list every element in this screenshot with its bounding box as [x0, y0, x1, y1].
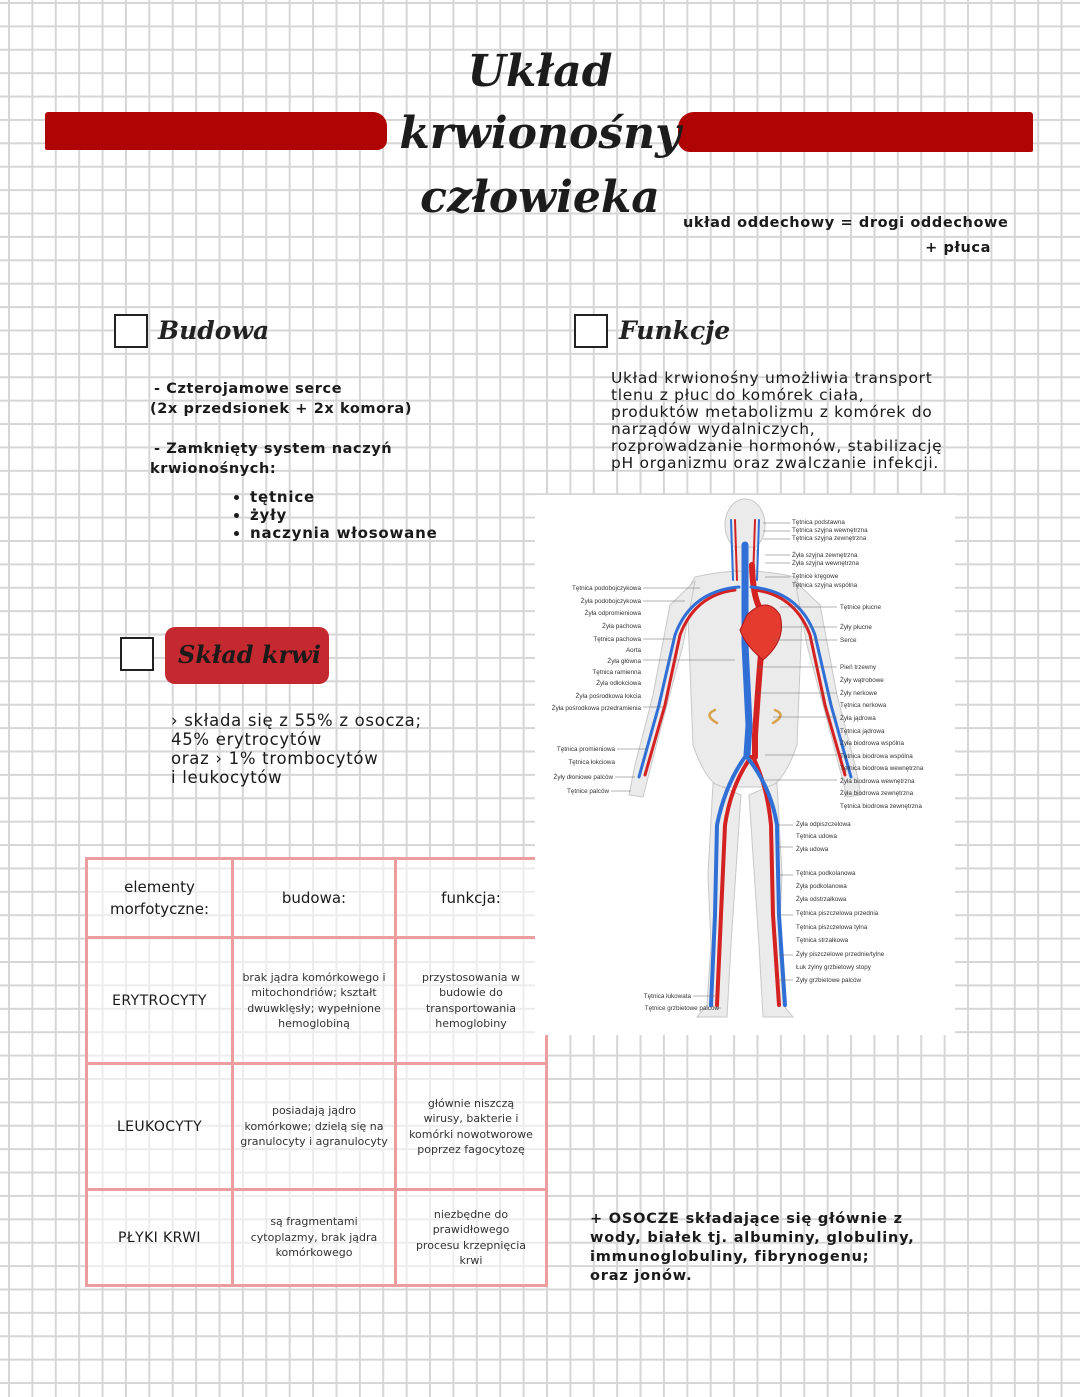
label-l-1: Żyła podobojczykowa	[580, 598, 641, 605]
label-r-33: Żyły grzbietowe palców	[796, 977, 862, 984]
row-name-erytrocyty: ERYTROCYTY	[87, 938, 233, 1064]
budowa-checkbox[interactable]	[114, 314, 148, 348]
label-l-5: Aorta	[625, 647, 641, 654]
label-l-7: Tętnica ramienna	[592, 669, 641, 676]
label-l-3: Żyła pachowa	[602, 623, 641, 630]
page-title-line-1: Układ	[467, 46, 613, 97]
funkcje-line-4: narządów wydalniczych,	[611, 420, 816, 438]
blood-elements-table	[85, 857, 548, 1287]
budowa-line-1: - Czterojamowe serce	[154, 381, 343, 397]
label-l-2: Żyła odpromieniowa	[584, 610, 641, 617]
budowa-line-2: (2x przedsionek + 2x komora)	[150, 401, 413, 417]
row-budowa-erytrocyty: brak jądra komórkowego i mitochondriów; kształt dwuwklęsły; wypełnione hemoglobiną	[233, 938, 396, 1064]
label-l-0: Tętnica podobojczykowa	[572, 585, 641, 592]
funkcje-line-3: produktów metabolizmu z komórek do	[611, 403, 933, 421]
sklad-line-4: i leukocytów	[171, 768, 283, 787]
osocze-line-3: immunoglobuliny, fibrynogenu;	[590, 1249, 870, 1265]
sklad-line-3: oraz › 1% trombocytów	[171, 749, 379, 768]
label-r-21: Tętnica biodrowa zewnętrzna	[840, 803, 922, 810]
bullet-zyly: • żyły	[250, 506, 438, 524]
funkcje-line-5: rozprowadzanie hormonów, stabilizację	[611, 437, 943, 455]
table-header-elementy: elementy morfotyczne:	[87, 859, 233, 938]
label-b-1: Tętnice grzbietowe palców	[644, 1005, 719, 1012]
row-funkcja-leukocyty: głównie niszczą wirusy, bakterie i komórki nowotworowe poprzez fagocytozę	[396, 1064, 547, 1190]
sklad-line-1: › składa się z 55% z osocza;	[171, 711, 422, 730]
label-r-10: Pień trzewny	[840, 664, 877, 671]
label-r-15: Tętnica jądrowa	[840, 728, 885, 735]
label-r-28: Tętnica piszczelowa przednia	[796, 910, 879, 917]
label-b-0: Tętnica łukowata	[643, 993, 691, 1000]
sklad-heading: Skład krwi	[178, 640, 321, 669]
label-r-23: Tętnica udowa	[796, 833, 837, 840]
label-r-19: Żyła biodrowa wewnętrzna	[840, 778, 915, 785]
budowa-heading: Budowa	[158, 316, 270, 345]
bullet-tetnice: • tętnice	[250, 488, 438, 506]
label-r-25: Tętnica podkolanowa	[796, 870, 856, 877]
label-l-6: Żyła główna	[607, 658, 641, 665]
table-header-funkcja: funkcja:	[396, 859, 547, 938]
label-r-12: Żyły nerkowe	[840, 690, 878, 697]
label-l-10: Żyła pośrodkowa przedramienia	[551, 705, 641, 712]
label-r-20: Żyła biodrowa zewnętrzna	[840, 790, 914, 797]
row-budowa-leukocyty: posiadają jądro komórkowe; dzielą się na granulocyty i agranulocyty	[233, 1064, 396, 1190]
budowa-text	[150, 379, 480, 479]
table-row	[87, 1064, 547, 1190]
osocze-line-4: oraz jonów.	[590, 1268, 693, 1284]
label-r-2: Tętnica szyjna zewnętrzna	[792, 535, 867, 542]
row-name-plytki: PŁYKI KRWI	[87, 1190, 233, 1286]
label-r-22: Żyła odpiszczelowa	[796, 821, 851, 828]
label-r-30: Tętnica strzałkowa	[796, 937, 849, 944]
label-l-4: Tętnica pachowa	[593, 636, 641, 643]
side-note-line-2: + płuca	[925, 240, 991, 256]
label-r-0: Tętnica podstawna	[792, 519, 845, 526]
label-r-3: Żyła szyjna zewnętrzna	[792, 552, 858, 559]
funkcje-line-2: tlenu z płuc do komórek ciała,	[611, 386, 865, 404]
bullet-naczynia: • naczynia włosowane	[250, 524, 438, 542]
label-r-17: Tętnica biodrowa wspólna	[840, 753, 913, 760]
table-header-row	[87, 859, 547, 938]
funkcje-line-6: pH organizmu oraz zwalczanie infekcji.	[611, 454, 940, 472]
budowa-bullets	[212, 488, 438, 542]
label-l-14: Tętnice palców	[567, 788, 609, 795]
label-r-11: Żyły wątrobowe	[840, 677, 884, 684]
budowa-line-3: - Zamknięty system naczyń	[154, 441, 393, 457]
page-title-line-3: człowieka	[420, 172, 660, 223]
funkcje-line-1: Układ krwionośny umożliwia transport	[611, 369, 933, 387]
circulatory-system-diagram	[535, 495, 955, 1035]
label-r-29: Tętnica piszczelowa tylna	[796, 924, 868, 931]
sklad-text	[171, 711, 491, 787]
label-r-26: Żyła podkolanowa	[796, 883, 847, 890]
label-r-31: Żyły piszczelowe przednie/tylne	[796, 951, 885, 958]
label-r-13: Tętnica nerkowa	[840, 702, 887, 709]
table-row	[87, 1190, 547, 1286]
budowa-line-4: krwionośnych:	[150, 461, 277, 477]
row-budowa-plytki: są fragmentami cytoplazmy, brak jądra komórkowego	[233, 1190, 396, 1286]
row-funkcja-plytki: niezbędne do prawidłowego procesu krzepnięcia krwi	[396, 1190, 547, 1286]
label-l-8: Żyła odłokciowa	[596, 680, 641, 687]
label-r-18: Tętnica biodrowa wewnętrzna	[840, 765, 924, 772]
label-l-12: Tętnica łokciowa	[568, 759, 615, 766]
page-title-line-2: krwionośny	[399, 108, 681, 159]
sklad-line-2: 45% erytrocytów	[171, 730, 322, 749]
label-l-13: Żyły dłoniowe palców	[553, 774, 613, 781]
label-r-27: Żyła odstrzałkowa	[796, 896, 847, 903]
label-r-6: Tętnica szyjna wspólna	[792, 582, 858, 589]
label-r-1: Tętnica szyjna wewnętrzna	[792, 527, 868, 534]
osocze-line-2: wody, białek tj. albuminy, globuliny,	[590, 1230, 915, 1246]
side-note	[683, 211, 1013, 261]
label-l-11: Tętnica promieniowa	[556, 746, 615, 753]
label-r-9: Serce	[840, 637, 857, 644]
funkcje-checkbox[interactable]	[574, 314, 608, 348]
label-r-8: Żyły płucne	[840, 624, 872, 631]
table-row	[87, 938, 547, 1064]
funkcje-heading: Funkcje	[619, 316, 731, 345]
label-r-16: Żyła biodrowa wspólna	[840, 740, 905, 747]
label-r-4: Żyła szyjna wewnętrzna	[792, 560, 859, 567]
side-note-line-1: układ oddechowy = drogi oddechowe	[683, 215, 1009, 231]
label-r-7: Tętnice płucne	[840, 604, 881, 611]
row-funkcja-erytrocyty: przystosowania w budowie do transportowania hemoglobiny	[396, 938, 547, 1064]
label-r-24: Żyła udowa	[796, 846, 829, 853]
funkcje-text	[611, 370, 981, 472]
sklad-checkbox[interactable]	[120, 637, 154, 671]
table-header-budowa: budowa:	[233, 859, 396, 938]
osocze-text	[590, 1210, 950, 1286]
label-r-14: Żyła jądrowa	[840, 715, 876, 722]
label-r-5: Tętnice kręgowe	[792, 573, 839, 580]
row-name-leukocyty: LEUKOCYTY	[87, 1064, 233, 1190]
label-r-32: Łuk żylny grzbietowy stopy	[796, 964, 871, 971]
label-l-9: Żyła pośrodkowa łokcia	[575, 693, 641, 700]
osocze-line-1: + OSOCZE składające się głównie z	[590, 1211, 903, 1227]
